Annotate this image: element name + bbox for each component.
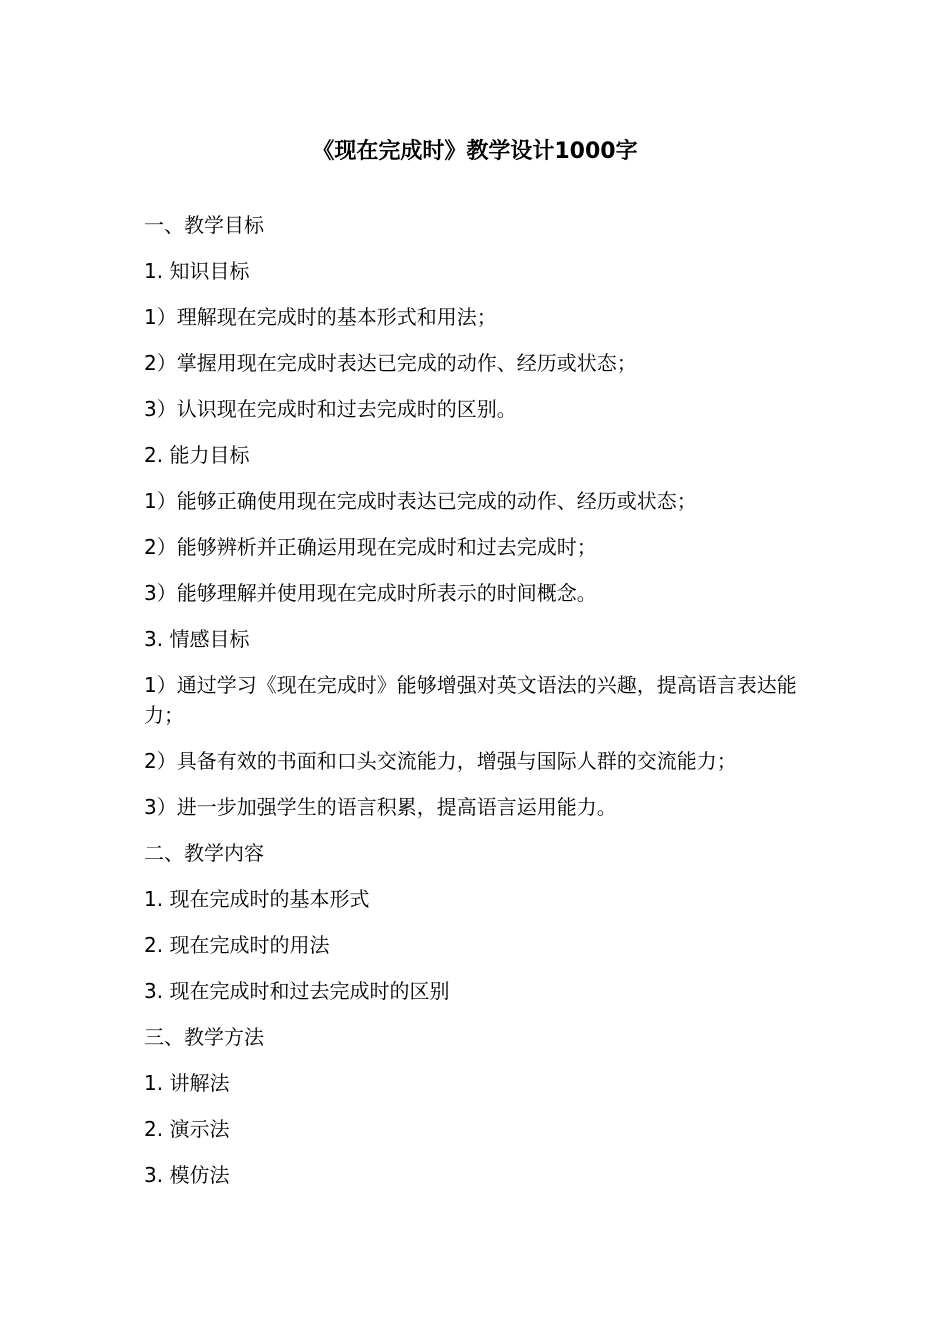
list-item: 2. 演示法 <box>144 1117 230 1141</box>
list-item: 2. 现在完成时的用法 <box>144 933 330 957</box>
list-item: 1）通过学习《现在完成时》能够增强对英文语法的兴趣，提高语言表达能力； <box>144 673 797 727</box>
list-item: 1）理解现在完成时的基本形式和用法； <box>144 305 497 329</box>
document-body <box>144 210 812 1206</box>
list-item: 2）能够辨析并正确运用现在完成时和过去完成时； <box>144 535 597 559</box>
subheading-knowledge: 1. 知识目标 <box>144 259 250 283</box>
list-item: 3）进一步加强学生的语言积累，提高语言运用能力。 <box>144 795 617 819</box>
list-item: 3）认识现在完成时和过去完成时的区别。 <box>144 397 517 421</box>
list-item: 3. 现在完成时和过去完成时的区别 <box>144 979 450 1003</box>
list-item: 3）能够理解并使用现在完成时所表示的时间概念。 <box>144 581 597 605</box>
list-item: 1. 讲解法 <box>144 1071 230 1095</box>
section-heading-content: 二、教学内容 <box>144 841 264 865</box>
list-item: 3. 模仿法 <box>144 1163 230 1187</box>
section-heading-methods: 三、教学方法 <box>144 1025 264 1049</box>
subheading-ability: 2. 能力目标 <box>144 443 250 467</box>
document-title: 《现在完成时》教学设计1000字 <box>312 139 638 164</box>
list-item: 1. 现在完成时的基本形式 <box>144 887 370 911</box>
list-item: 1）能够正确使用现在完成时表达已完成的动作、经历或状态； <box>144 489 697 513</box>
subheading-emotion: 3. 情感目标 <box>144 627 250 651</box>
list-item: 2）掌握用现在完成时表达已完成的动作、经历或状态； <box>144 351 637 375</box>
list-item: 2）具备有效的书面和口头交流能力，增强与国际人群的交流能力； <box>144 749 737 773</box>
section-heading-objectives: 一、教学目标 <box>144 213 264 237</box>
